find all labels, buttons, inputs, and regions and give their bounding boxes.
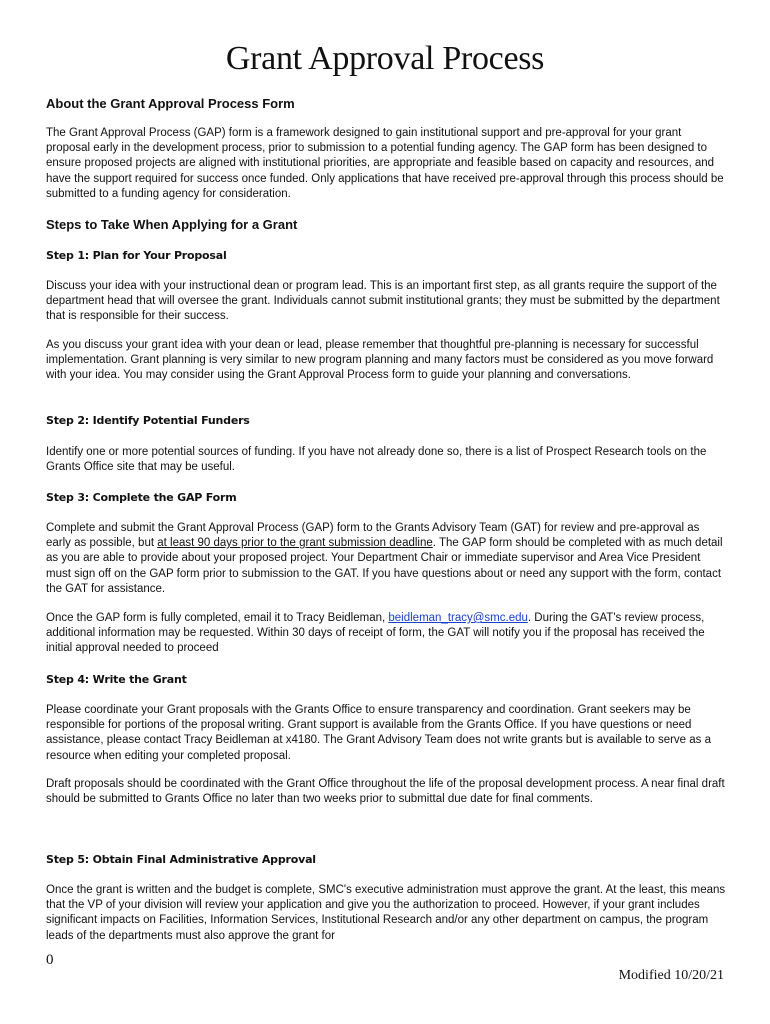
step1-heading: Step 1: Plan for Your Proposal [46, 249, 227, 262]
step3-text-a: Complete and submit the Grant Approval Process (GAP) form to the Grants Advisory Team (GAT) for review and pre-approval as early as possible, but [46, 522, 700, 550]
deadline-emphasis: at least 90 days prior to the grant submission deadline [157, 537, 433, 550]
step1-paragraph-2: As you discuss your grant idea with your dean or lead, please remember that thoughtful pre-planning is necessary for successful implementation. Grant planning is very similar to new program planning and many factors must be considered as you move forward with your idea. You may consider using the Grant Approval Process form to guide your planning and conversations. [46, 339, 714, 382]
page-title: Grant Approval Process [225, 40, 545, 77]
step5-heading: Step 5: Obtain Final Administrative Approval [46, 853, 316, 866]
about-body: The Grant Approval Process (GAP) form is a framework designed to gain institutional support and pre-approval for your grant proposal early in the development process, prior to submission to a potential funding agency. The GAP form has been designed to ensure proposed projects are aligned with institutional priorities, are appropriate and feasible based on capacity and resources, and have the support required for success once funded. Only applications that have received pre-approval through this process should be submitted to a funding agency for consideration. [46, 127, 724, 200]
step4-paragraph-1: Please coordinate your Grant proposals with the Grants Office to ensure transparency and coordination. Grant seekers may be responsible for portions of the proposal writing. Grant support is available from the Grants Office. If you have questions or need assistance, please contact Tracy Beidleman at x4180. The Grant Advisory Team does not write grants but is available to serve as a resource when editing your completed proposal. [46, 704, 712, 762]
about-heading: About the Grant Approval Process Form [46, 96, 295, 111]
step3-text-b: . The GAP form should be completed with as much detail as you are able to provide about your proposed project. Your Department Chair or immediate supervisor and Area Vice President must sign off on the GAP form prior to submission to the GAT. If you have questions about or need any support with the form, contact the GAT for assistance. [46, 537, 723, 595]
step2-paragraph-1: Identify one or more potential sources of funding. If you have not already done so, there is a list of Prospect Research tools on the Grants Office site that may be useful. [46, 446, 707, 474]
modified-date: Modified 10/20/21 [618, 968, 724, 983]
step3-paragraph-2 [46, 611, 726, 657]
step2-heading: Step 2: Identify Potential Funders [46, 414, 250, 427]
step4-paragraph-2: Draft proposals should be coordinated with the Grant Office throughout the life of the proposal development process. A near final draft should be submitted to Grants Office no later than two weeks prior to submittal due date for final comments. [46, 778, 725, 806]
step3-heading: Step 3: Complete the GAP Form [46, 491, 237, 504]
step4-heading: Step 4: Write the Grant [46, 673, 187, 686]
step5-paragraph-1: Once the grant is written and the budget is complete, SMC's executive administration must approve the grant. At the least, this means that the VP of your division will review your application and give you the authorization to proceed. However, if your grant includes significant impacts on Facilities, Information Services, Institutional Research and/or any other department on campus, the program leads of the departments must also approve the grant for [46, 884, 726, 942]
step3-text-d: . During the GAT's review process, additional information may be requested. Within 30 days of receipt of form, the GAT will notify you if the proposal has received the initial approval needed to proceed [46, 612, 705, 655]
step1-paragraph-1: Discuss your idea with your instructional dean or program lead. This is an important first step, as all grants require the support of the department head that will oversee the grant. Individuals cannot submit institutional grants; they must be submitted by the department that is responsible for their success. [46, 280, 720, 323]
step3-paragraph-1 [46, 521, 726, 597]
steps-heading: Steps to Take When Applying for a Grant [46, 217, 298, 232]
step3-text-c: Once the GAP form is fully completed, email it to Tracy Beidleman, [46, 612, 389, 624]
page-number: 0 [46, 952, 54, 968]
email-link[interactable]: beidleman_tracy@smc.edu [388, 612, 528, 624]
